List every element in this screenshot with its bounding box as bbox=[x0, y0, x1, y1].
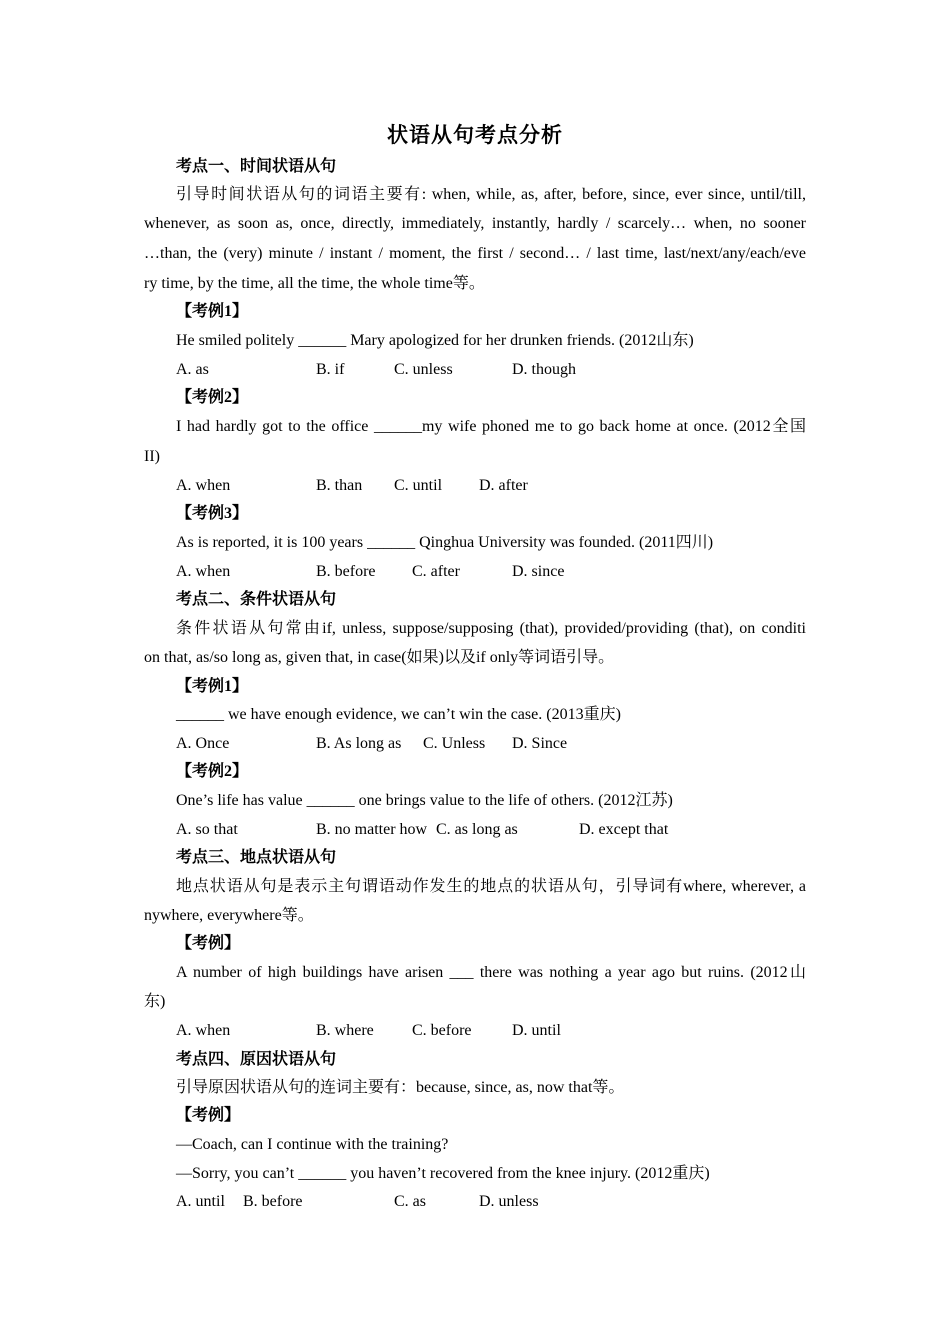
option-d: D. except that bbox=[579, 821, 669, 838]
example-question: He smiled politely ______ Mary apologized for her drunken friends. (2012山东) bbox=[176, 332, 694, 349]
option-b: B. before bbox=[316, 563, 376, 580]
section-heading-place: 考点三、地点状语从句 bbox=[176, 849, 337, 866]
example-question: A number of high buildings have arisen ___ there was nothing a year ago but ruins. (2012山 bbox=[176, 964, 806, 981]
option-c: C. before bbox=[412, 1022, 472, 1039]
section-intro-line: 条件状语从句常由if, unless, suppose/supposing (that), provided/providing (that), on conditi bbox=[176, 620, 806, 637]
section-heading-reason: 考点四、原因状语从句 bbox=[176, 1051, 337, 1068]
example-label: 【考例1】 bbox=[176, 303, 249, 320]
option-b: B. As long as bbox=[316, 735, 402, 752]
option-c: C. as bbox=[394, 1193, 426, 1210]
example-question-cont: 东) bbox=[144, 993, 166, 1010]
example-label: 【考例】 bbox=[176, 935, 241, 952]
option-d: D. Since bbox=[512, 735, 568, 752]
section-heading-time: 考点一、时间状语从句 bbox=[176, 158, 337, 175]
example-label: 【考例】 bbox=[176, 1107, 241, 1124]
section-intro-line: 地点状语从句是表示主句谓语动作发生的地点的状语从句，引导词有where, wherever, a bbox=[176, 878, 806, 895]
option-c: C. until bbox=[394, 477, 443, 494]
section-intro-line: 引导原因状语从句的连词主要有：because, since, as, now that等。 bbox=[176, 1079, 625, 1096]
example-question: ______ we have enough evidence, we can’t win the case. (2013重庆) bbox=[176, 706, 621, 723]
section-heading-condition: 考点二、条件状语从句 bbox=[176, 591, 337, 608]
option-a: A. until bbox=[176, 1193, 225, 1210]
example-label: 【考例3】 bbox=[176, 505, 249, 522]
option-b: B. than bbox=[316, 477, 363, 494]
section-intro-line: ry time, by the time, all the time, the whole time等。 bbox=[144, 275, 485, 292]
example-question: I had hardly got to the office ______my wife phoned me to go back home at once. (2012全国 bbox=[176, 418, 806, 435]
option-a: A. when bbox=[176, 1022, 231, 1039]
option-d: D. until bbox=[512, 1022, 561, 1039]
option-d: D. unless bbox=[479, 1193, 539, 1210]
option-b: B. if bbox=[316, 361, 345, 378]
section-intro-line: on that, as/so long as, given that, in case(如果)以及if only等词语引导。 bbox=[144, 649, 615, 666]
option-a: A. when bbox=[176, 477, 231, 494]
option-b: B. before bbox=[243, 1193, 303, 1210]
dialogue-line: —Coach, can I continue with the training? bbox=[176, 1136, 449, 1153]
section-intro-line: …than, the (very) minute / instant / moment, the first / second… / last time, last/next/any/each/eve bbox=[144, 245, 806, 262]
option-c: C. after bbox=[412, 563, 460, 580]
option-d: D. though bbox=[512, 361, 576, 378]
example-question-cont: II) bbox=[144, 448, 160, 465]
option-a: A. as bbox=[176, 361, 209, 378]
option-b: B. where bbox=[316, 1022, 374, 1039]
example-label: 【考例2】 bbox=[176, 763, 249, 780]
example-question: One’s life has value ______ one brings value to the life of others. (2012江苏) bbox=[176, 792, 673, 809]
example-label: 【考例1】 bbox=[176, 678, 249, 695]
page-title: 状语从句考点分析 bbox=[387, 123, 563, 147]
option-c: C. unless bbox=[394, 361, 453, 378]
option-d: D. after bbox=[479, 477, 528, 494]
option-c: C. Unless bbox=[423, 735, 486, 752]
dialogue-line: —Sorry, you can’t ______ you haven’t recovered from the knee injury. (2012重庆) bbox=[176, 1165, 710, 1182]
option-a: A. so that bbox=[176, 821, 238, 838]
option-b: B. no matter how bbox=[316, 821, 428, 838]
option-a: A. when bbox=[176, 563, 231, 580]
example-question: As is reported, it is 100 years ______ Qinghua University was founded. (2011四川) bbox=[176, 534, 714, 551]
option-d: D. since bbox=[512, 563, 565, 580]
section-intro-line: nywhere, everywhere等。 bbox=[144, 907, 314, 924]
section-intro-line: 引导时间状语从句的词语主要有: when, while, as, after, before, since, ever since, until/till, bbox=[176, 186, 806, 203]
option-c: C. as long as bbox=[436, 821, 518, 838]
option-a: A. Once bbox=[176, 735, 230, 752]
section-intro-line: whenever, as soon as, once, directly, immediately, instantly, hardly / scarcely… when, no sooner bbox=[144, 215, 806, 232]
example-label: 【考例2】 bbox=[176, 389, 249, 406]
